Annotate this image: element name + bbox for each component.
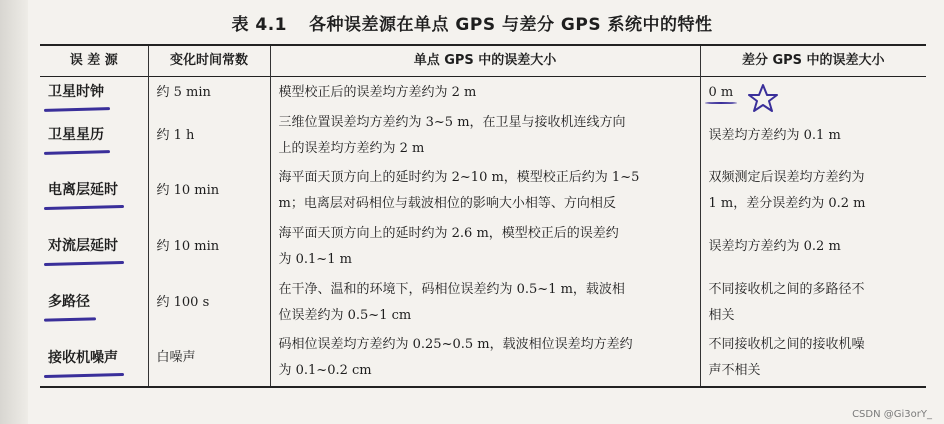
table-row bbox=[40, 109, 926, 163]
time-constant-cell: 白噪声 bbox=[148, 331, 270, 387]
caption-title: 各种误差源在单点 GPS 与差分 GPS 系统中的特性 bbox=[309, 15, 713, 35]
cell-line: 1 m，差分误差约为 0.2 m bbox=[708, 195, 866, 211]
table-caption bbox=[0, 10, 944, 35]
error-source-cell bbox=[40, 163, 148, 219]
error-source-cell bbox=[40, 275, 148, 331]
error-source-cell bbox=[40, 331, 148, 387]
cell-line: 相关 bbox=[708, 307, 735, 323]
differential-gps-cell bbox=[700, 77, 926, 109]
table-row bbox=[40, 219, 926, 275]
cell-line: 位误差约为 0.5~1 cm bbox=[278, 307, 412, 323]
cell-line: 码相位误差均方差约为 0.25~0.5 m，载波相位误差均方差约 bbox=[278, 337, 633, 352]
header-error-source: 误 差 源 bbox=[69, 53, 118, 68]
error-source-table bbox=[40, 44, 926, 388]
cell-line: 双频测定后误差均方差约为 bbox=[708, 169, 865, 185]
differential-gps-cell bbox=[700, 163, 926, 219]
error-source-cell bbox=[40, 109, 148, 163]
handwritten-star-icon bbox=[748, 83, 778, 113]
header-time-constant: 变化时间常数 bbox=[148, 45, 270, 77]
time-constant-cell: 约 5 min bbox=[148, 77, 270, 109]
watermark: CSDN @Gi3orY_ bbox=[852, 409, 932, 420]
single-gps-cell bbox=[270, 163, 700, 219]
single-gps-cell bbox=[270, 219, 700, 275]
error-source-name: 电离层延时 bbox=[48, 177, 118, 203]
error-source-name: 卫星时钟 bbox=[48, 79, 104, 105]
caption-number: 表 4.1 bbox=[231, 15, 288, 35]
header-row bbox=[40, 45, 926, 77]
error-source-cell bbox=[40, 219, 148, 275]
table-row bbox=[40, 77, 926, 109]
differential-gps-cell bbox=[700, 109, 926, 163]
cell-line: 三维位置误差均方差约为 3~5 m，在卫星与接收机连线方向 bbox=[278, 114, 626, 130]
cell-line: 在干净、温和的环境下，码相位误差约为 0.5~1 m，载波相 bbox=[278, 281, 625, 297]
time-constant-cell: 约 10 min bbox=[148, 219, 270, 275]
cell-line: 海平面天顶方向上的延时约为 2~10 m，模型校正后约为 1~5 bbox=[278, 169, 640, 185]
error-source-name: 卫星星历 bbox=[48, 122, 104, 148]
cell-line: 上的误差均方差约为 2 m bbox=[278, 140, 425, 156]
cell-line: 0 m bbox=[709, 80, 734, 106]
differential-gps-cell bbox=[700, 219, 926, 275]
cell-line: m；电离层对码相位与载波相位的影响大小相等、方向相反 bbox=[278, 195, 616, 211]
error-source-name: 对流层延时 bbox=[48, 233, 118, 259]
cell-line: 为 0.1~0.2 cm bbox=[278, 363, 372, 378]
error-source-cell bbox=[40, 77, 148, 109]
cell-line: 模型校正后的误差均方差约为 2 m bbox=[278, 84, 477, 100]
cell-line: 不同接收机之间的接收机噪 bbox=[708, 337, 865, 352]
single-gps-cell bbox=[270, 77, 700, 109]
time-constant-cell: 约 10 min bbox=[148, 163, 270, 219]
time-constant-cell: 约 100 s bbox=[148, 275, 270, 331]
header-single-gps: 单点 GPS 中的误差大小 bbox=[270, 45, 700, 77]
cell-line: 误差均方差约为 0.1 m bbox=[708, 127, 841, 143]
single-gps-cell bbox=[270, 109, 700, 163]
cell-line: 海平面天顶方向上的延时约为 2.6 m，模型校正后的误差约 bbox=[278, 225, 619, 241]
error-source-name: 接收机噪声 bbox=[48, 345, 118, 371]
cell-line: 误差均方差约为 0.2 m bbox=[708, 238, 841, 254]
differential-gps-cell bbox=[700, 331, 926, 387]
single-gps-cell bbox=[270, 275, 700, 331]
error-source-name: 多路径 bbox=[48, 289, 90, 315]
cell-line: 不同接收机之间的多路径不 bbox=[708, 281, 865, 297]
single-gps-cell bbox=[270, 331, 700, 387]
time-constant-cell: 约 1 h bbox=[148, 109, 270, 163]
page-edge-shadow bbox=[0, 0, 28, 424]
header-differential-gps: 差分 GPS 中的误差大小 bbox=[700, 45, 926, 77]
differential-gps-cell bbox=[700, 275, 926, 331]
cell-line: 声不相关 bbox=[708, 363, 761, 378]
cell-line: 为 0.1~1 m bbox=[278, 251, 352, 267]
table-row bbox=[40, 331, 926, 387]
table-row bbox=[40, 163, 926, 219]
table-row bbox=[40, 275, 926, 331]
